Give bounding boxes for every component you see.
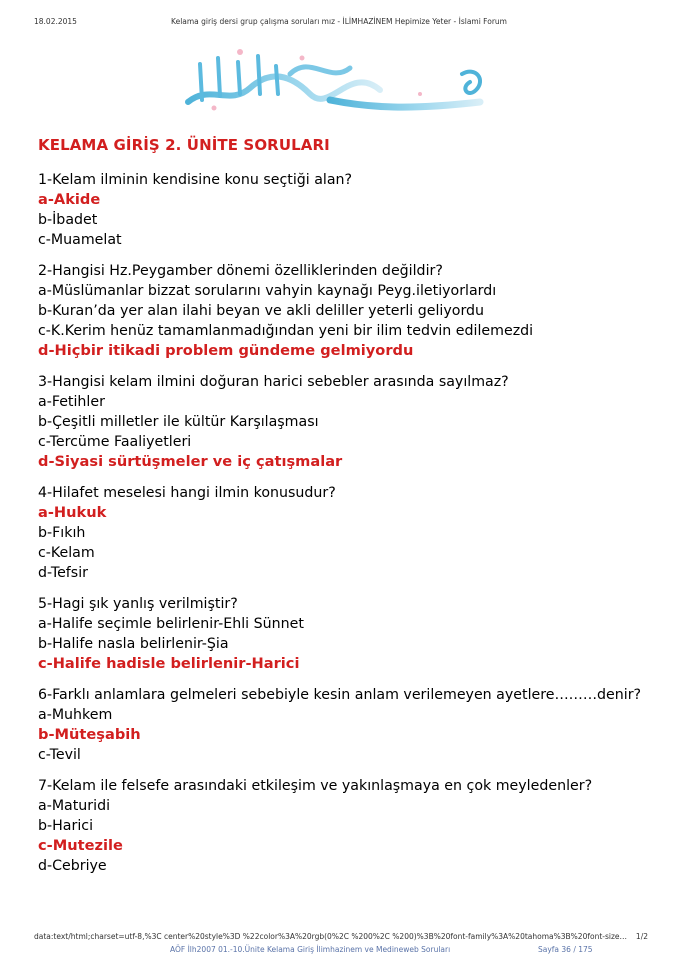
question-block — [38, 594, 648, 674]
print-footer-page: 1/2 — [635, 932, 648, 941]
correct-answer-option: d-Siyasi sürtüşmeler ve iç çatışmalar — [38, 453, 343, 470]
correct-answer-option: d-Hiçbir itikadi problem gündeme gelmiyordu — [38, 342, 414, 359]
answer-option: a-Maturidi — [38, 798, 111, 814]
correct-answer-option: a-Hukuk — [38, 504, 107, 521]
question-block — [38, 372, 648, 472]
answer-option: a-Fetihler — [38, 394, 105, 410]
answer-option: c-K.Kerim henüz tamamlanmadığından yeni bir ilim tedvin edilemezdi — [38, 323, 534, 339]
question-text: 1-Kelam ilminin kendisine konu seçtiği alan? — [38, 172, 353, 188]
correct-answer-option: a-Akide — [38, 191, 101, 208]
answer-option: c-Kelam — [38, 545, 95, 561]
answer-option: b-Kuran’da yer alan ilahi beyan ve akli deliller yeterli geliyordu — [38, 303, 485, 319]
bismillah-calligraphy-icon — [180, 44, 500, 114]
correct-answer-option: b-Müteşabih — [38, 726, 141, 743]
answer-option: c-Tevil — [38, 747, 81, 763]
answer-option: d-Tefsir — [38, 565, 88, 581]
answer-option: a-Muhkem — [38, 707, 113, 723]
answer-option: b-Halife nasla belirlenir-Şia — [38, 636, 229, 652]
question-text: 3-Hangisi kelam ilmini doğuran harici sebebler arasında sayılmaz? — [38, 374, 509, 390]
question-text: 4-Hilafet meselesi hangi ilmin konusudur? — [38, 485, 336, 501]
question-list — [38, 170, 648, 887]
print-footer-url: data:text/html;charset=utf-8,%3C center%20style%3D %22color%3A%20rgb(0%2C %200%2C %200)%3B%20font-family%3A%20tahoma%3B%20font-size… — [34, 932, 628, 941]
answer-option: c-Tercüme Faaliyetleri — [38, 434, 192, 450]
answer-option: a-Müslümanlar bizzat sorularını vahyin kaynağı Peyg.iletiyorlardı — [38, 283, 497, 299]
correct-answer-option: c-Mutezile — [38, 837, 123, 854]
print-header — [0, 17, 678, 29]
document-page-number: Sayfa 36 / 175 — [538, 945, 593, 954]
answer-option: a-Halife seçimle belirlenir-Ehli Sünnet — [38, 616, 304, 632]
question-block — [38, 483, 648, 583]
page-heading: KELAMA GİRİŞ 2. ÜNİTE SORULARI — [38, 136, 330, 154]
print-date: 18.02.2015 — [34, 17, 77, 26]
question-block — [38, 261, 648, 361]
print-page-title: Kelama giriş dersi grup çalışma soruları mız - İLİMHAZİNEM Hepimize Yeter - İslami Forum — [171, 17, 507, 26]
answer-option: b-Fıkıh — [38, 525, 86, 541]
question-text: 7-Kelam ile felsefe arasındaki etkileşim ve yakınlaşmaya en çok meyledenler? — [38, 778, 593, 794]
answer-option: b-Harici — [38, 818, 94, 834]
document-footer: AÖF İlh2007 01.-10.Ünite Kelama Giriş İlimhazinem ve Medineweb Soruları — [170, 945, 451, 954]
answer-option: d-Cebriye — [38, 858, 107, 874]
question-text: 6-Farklı anlamlara gelmeleri sebebiyle kesin anlam verilemeyen ayetlere………denir? — [38, 687, 642, 703]
correct-answer-option: c-Halife hadisle belirlenir-Harici — [38, 655, 300, 672]
question-block — [38, 685, 648, 765]
answer-option: c-Muamelat — [38, 232, 122, 248]
answer-option: b-İbadet — [38, 212, 98, 228]
question-block — [38, 776, 648, 876]
answer-option: b-Çeşitli milletler ile kültür Karşılaşması — [38, 414, 319, 430]
question-text: 2-Hangisi Hz.Peygamber dönemi özelliklerinden değildir? — [38, 263, 443, 279]
question-text: 5-Hagi şık yanlış verilmiştir? — [38, 596, 238, 612]
question-block — [38, 170, 648, 250]
